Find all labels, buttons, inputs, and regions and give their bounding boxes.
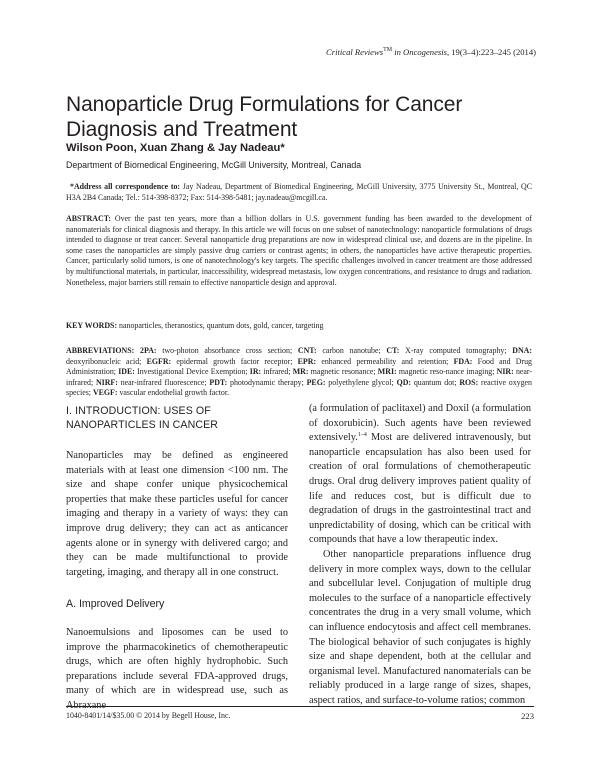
journal-citation: 19(3–4):223–245 (2014)	[449, 47, 536, 57]
abbreviation-definition: magnetic resonance;	[308, 367, 378, 377]
correspondence-text: Jay Nadeau, Department of Biomedical Engineering, McGill University, 3775 University St., Montreal, QC H3A 2B4 Canada; Tel.: 514-398-8372; Fax: 514-398-5481; jay.nadeau@mcgill.ca.	[66, 182, 532, 202]
abbreviation-term: DNA:	[512, 346, 532, 355]
reference-citation: 1–4	[357, 432, 367, 439]
body-column-right	[309, 402, 531, 708]
abbreviation-definition: near-infrared fluorescence;	[117, 377, 210, 387]
page-number: 223	[521, 711, 534, 721]
abbreviation-definition: magnetic reso-nance imaging;	[396, 367, 497, 377]
abbreviation-term: NIRF:	[95, 377, 118, 387]
paragraph-text: Most are delivered intravenously, but nanoparticle encapsulation has also been used for creation of oral formulations of chemotherapeutic drugs. Oral drug delivery improves patient quality of life and reduces cost, but is difficult due to degradation of drugs in the gastrointestinal tract and unpredictability of dosing, which can be critical with compounds that have a low therapeutic index.	[309, 432, 531, 546]
abbreviation-definition: infrared;	[261, 367, 293, 377]
abbreviation-definition: carbon nanotube;	[316, 346, 387, 355]
abbreviation-term: CT:	[386, 346, 400, 355]
abbreviation-definition: deoxyribonucleic acid;	[66, 356, 147, 366]
abbreviation-term: CNT:	[297, 346, 317, 355]
abstract-text: Over the past ten years, more than a billion dollars in U.S. government funding has been awarded to the development of nanomaterials for clinical diagnosis and therapy. In this article we will focus on one subset of nanotechnology: nanoparticle formulations of drugs intended to diagnose or treat cancer. Several nanoparticle drug preparations are now in widespread clinical use, and dozens are in the pipeline. In some cases the nanoparticles are simply passive drug carriers or contrast agents; in others, the nanoparticles have active therapeutic properties. Cancer, particularly solid tumors, is one of nanotechnology's key targets. The specific challenges involved in cancer treatment are those addressed by multifunctional materials, in particular, inaccessibility, widespread metastasis, low oxygen concentrations, and resistance to drugs and radiation. Nonetheless, major barriers still remain to effective nanoparticle design and approval.	[66, 214, 532, 287]
keywords-label: KEY WORDS:	[66, 321, 118, 330]
body-paragraph: Nanoemulsions and liposomes can be used to improve the pharmacokinetics of chemotherapeutic drugs, which are often highly hydrophobic. Such preparations include several FDA-approved drugs, many of which are in widespread use, such as Abraxane	[66, 626, 288, 711]
footer-issn: 1040-8401/14/$35.00 © 2014 by Begell House, Inc.	[66, 711, 231, 720]
abbreviation-definition: vascular endothelial growth factor.	[117, 388, 230, 398]
section-heading-introduction: I. INTRODUCTION: USES OF NANOPARTICLES IN CANCER	[66, 405, 219, 431]
article-title: Nanoparticle Drug Formulations for Cancer Diagnosis and Treatment	[66, 93, 463, 141]
abbreviations-list	[66, 346, 532, 397]
correspondence-label: *Address all correspondence to:	[70, 182, 181, 191]
abbreviation-definition: reactive oxygen species;	[66, 377, 533, 398]
abbreviation-definition: Investigational Device Exemption;	[134, 367, 250, 377]
journal-name: Critical Reviews	[326, 47, 384, 57]
keywords-text: nanoparticles, theranostics, quantum dots, gold, cancer, targeting	[117, 321, 324, 330]
abbreviation-term: 2PA:	[140, 346, 157, 355]
abbreviation-term: VEGF:	[92, 388, 118, 398]
abbreviation-term: FDA:	[453, 356, 473, 366]
abbreviation-definition: polyethylene glycol;	[325, 377, 397, 387]
correspondence-note	[66, 182, 532, 203]
abbreviations	[66, 346, 532, 399]
abstract	[66, 214, 532, 288]
body-column-left	[66, 404, 288, 714]
abbreviation-definition: near-infrared;	[66, 367, 532, 387]
abbreviation-definition: X-ray computed tomography;	[399, 346, 513, 355]
abbreviation-definition: quantum dot;	[411, 377, 460, 387]
trademark-mark: TM	[383, 47, 393, 53]
paragraph-text: (a formulation of paclitaxel) and Doxil (a formulation of doxorubicin). Such agents have been reviewed extensively.	[309, 403, 531, 444]
abstract-label: ABSTRACT:	[66, 214, 112, 223]
abbreviation-definition: photodynamic therapy;	[227, 377, 307, 387]
abbreviation-definition: epidermal growth factor receptor;	[171, 356, 298, 366]
abbreviation-term: MRI:	[377, 367, 397, 377]
article-affiliation: Department of Biomedical Engineering, McGill University, Montreal, Canada	[66, 160, 362, 170]
abbreviation-definition: Food and Drug Administration;	[66, 356, 532, 377]
abbreviation-term: ROS:	[459, 377, 479, 387]
abbreviation-term: MR:	[292, 367, 309, 377]
article-authors: Wilson Poon, Xuan Zhang & Jay Nadeau*	[66, 142, 285, 154]
abbreviation-definition: two-photon absorbance cross section;	[156, 346, 298, 355]
abbreviations-label: ABBREVIATIONS:	[66, 346, 135, 355]
abbreviation-term: PDT:	[209, 377, 228, 387]
body-paragraph	[309, 402, 531, 548]
abbreviation-term: EPR:	[297, 356, 317, 366]
body-paragraph: Other nanoparticle preparations influence drug delivery in more complex ways, down to the cellular and subcellular level. Conjugation of multiple drug molecules to the surface of a nanoparticle effectively concentrates the drug in a very small volume, which can influence endocytosis and affect cell membranes. The biological behavior of such conjugates is highly size and shape dependent, both at the cellular and organismal level. Manufactured nanomaterials can be reliably produced in a large range of sizes, shapes, aspect ratios, and surface-to-volume ratios; common	[309, 548, 531, 706]
abbreviation-term: NIR:	[496, 367, 514, 377]
abbreviation-term: QD:	[396, 377, 412, 387]
footer-divider	[66, 706, 534, 707]
abbreviation-term: IR:	[249, 367, 262, 377]
keywords	[66, 321, 532, 332]
body-paragraph: Nanoparticles may be defined as engineered materials with at least one dimension <100 nm. The size and shape confer unique physicochemical properties that make these particles useful for cancer imaging and therapy in a variety of ways: they can improve drug delivery; they can act as anticancer agents alone or in synergy with delivered cargo; and they can be made multifunctional to provide targeting, imaging, and therapy all in one construct.	[66, 450, 288, 578]
journal-header	[326, 47, 536, 57]
abbreviation-term: PEG:	[306, 377, 326, 387]
abbreviation-term: IDE:	[118, 367, 135, 377]
journal-suffix: in Oncogenesis,	[392, 47, 450, 57]
abbreviation-term: EGFR:	[146, 356, 172, 366]
subsection-heading-improved-delivery: A. Improved Delivery	[66, 598, 165, 611]
abbreviation-definition: enhanced permeability and retention;	[316, 356, 454, 366]
